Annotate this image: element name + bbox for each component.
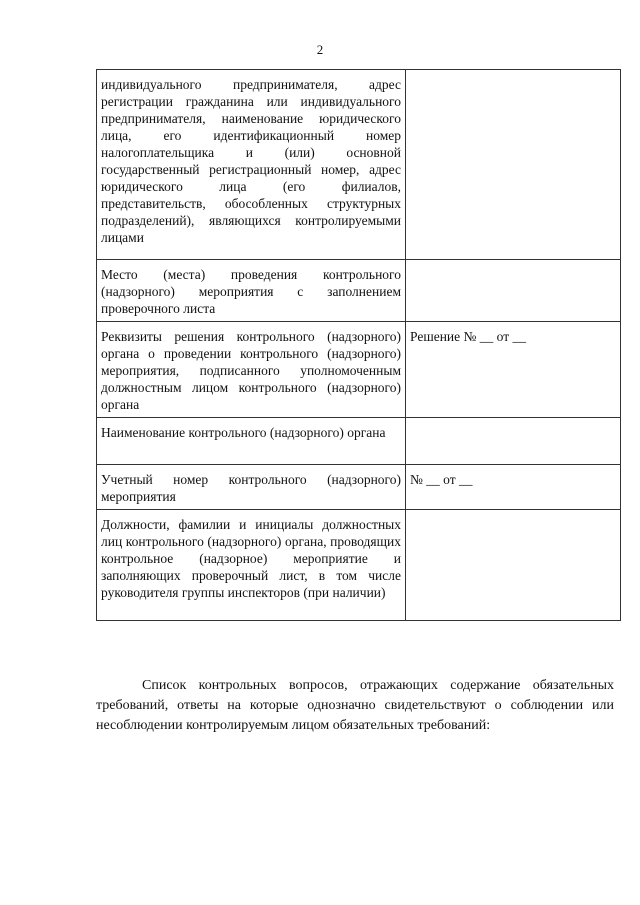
page-number: 2 <box>316 42 324 57</box>
row-value-inspectors <box>406 510 621 621</box>
row-value-inspection-place <box>406 260 621 322</box>
table-row <box>97 465 621 510</box>
table-row <box>97 510 621 621</box>
row-label-inspection-place: Место (места) проведения контрольного (надзорного) мероприятия с заполнением проверочного листа <box>97 260 406 322</box>
row-label-authority-name: Наименование контрольного (надзорного) органа <box>97 418 406 465</box>
checklist-intro-paragraph: Список контрольных вопросов, отражающих содержание обязательных требований, ответы на которые однозначно свидетельствуют о соблюдении или несоблюдении контролируемым лицом обязательных требований: <box>96 678 614 733</box>
table-row <box>97 418 621 465</box>
table-row <box>97 70 621 260</box>
row-label-registration-number: Учетный номер контрольного (надзорного) мероприятия <box>97 465 406 510</box>
row-value-decision-details: Решение № __ от __ <box>406 322 621 418</box>
row-value-authority-name <box>406 418 621 465</box>
table-row <box>97 322 621 418</box>
row-value-registration-number: № __ от __ <box>406 465 621 510</box>
inspection-details-table <box>96 69 621 621</box>
row-value-controlled-person <box>406 70 621 260</box>
row-label-controlled-person: индивидуального предпринимателя, адрес регистрации гражданина или индивидуального предпринимателя, наименование юридического лица, его идентификационный номер налогоплательщика и (или) основной государственный регистрационный номер, адрес юридического лица (его филиалов, представительств, обособленных структурных подразделений), являющихся контролируемыми лицами <box>97 70 406 260</box>
row-label-inspectors: Должности, фамилии и инициалы должностных лиц контрольного (надзорного) органа, проводящих контрольное (надзорное) мероприятие и заполняющих проверочный лист, в том числе руководителя группы инспекторов (при наличии) <box>97 510 406 621</box>
row-label-decision-details: Реквизиты решения контрольного (надзорного) органа о проведении контрольного (надзорного) мероприятия, подписанного уполномоченным должностным лицом контрольного (надзорного) органа <box>97 322 406 418</box>
table-row <box>97 260 621 322</box>
